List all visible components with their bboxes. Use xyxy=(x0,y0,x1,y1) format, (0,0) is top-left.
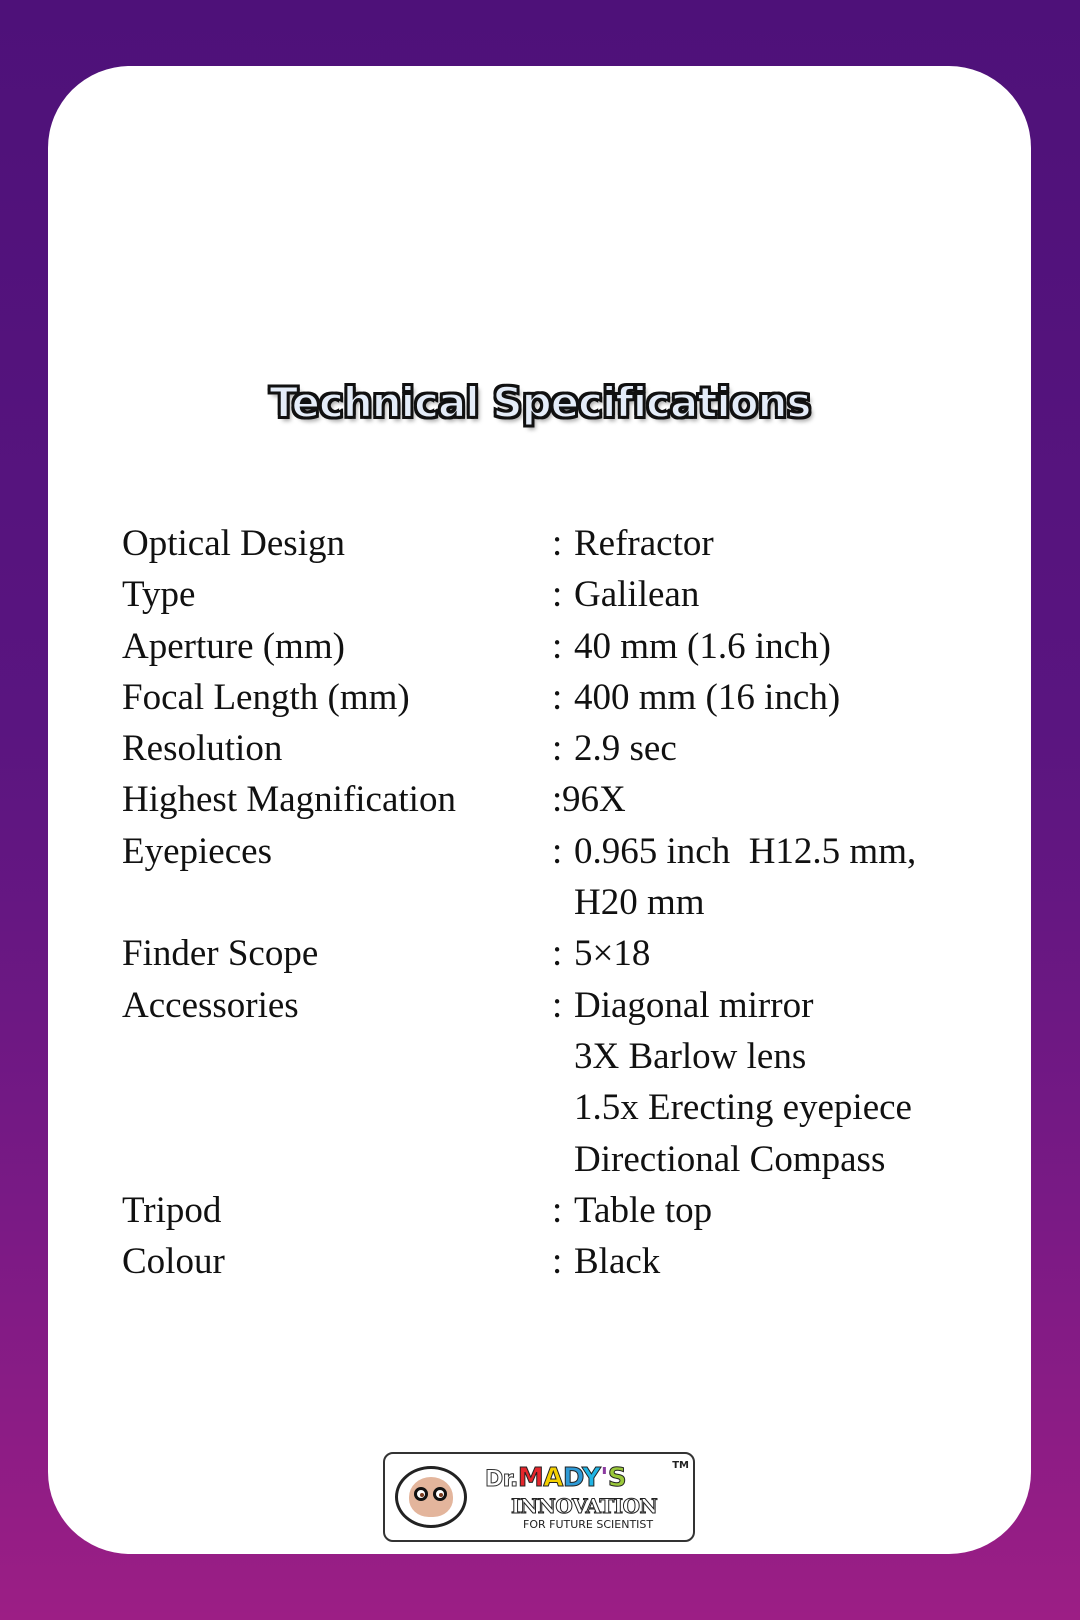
spec-value: Diagonal mirror xyxy=(574,984,814,1026)
spec-value: 5×18 xyxy=(574,933,651,975)
spec-row-optical-design xyxy=(122,518,1022,569)
scientist-face-icon xyxy=(395,1466,467,1528)
spec-value: 0.965 inch H12.5 mm, xyxy=(574,830,917,872)
spec-label: Resolution xyxy=(122,728,283,770)
spec-value: 96X xyxy=(562,779,626,821)
spec-row-tripod xyxy=(122,1185,1022,1236)
spec-colon: : xyxy=(552,625,563,667)
spec-value: H20 mm xyxy=(574,882,705,924)
spec-value: Table top xyxy=(574,1189,713,1231)
spec-row-resolution xyxy=(122,723,1022,774)
spec-colon: : xyxy=(552,574,563,616)
spec-row-type xyxy=(122,569,1022,620)
spec-row-colour xyxy=(122,1236,1022,1287)
spec-label: Optical Design xyxy=(122,523,345,564)
spec-row-focal-length xyxy=(122,672,1022,723)
spec-colon: : xyxy=(552,1189,563,1231)
brand-name: Dr.MADY'S xyxy=(485,1463,627,1493)
spec-value: 2.9 sec xyxy=(574,728,677,770)
spec-label: Aperture (mm) xyxy=(122,625,345,667)
spec-row-aperture xyxy=(122,621,1022,672)
spec-value: 3X Barlow lens xyxy=(574,1035,807,1077)
spec-row-accessories xyxy=(122,980,1022,1185)
spec-label: Type xyxy=(122,574,196,616)
spec-value: Galilean xyxy=(574,574,700,616)
spec-value: Black xyxy=(574,1241,661,1283)
spec-value: 1.5x Erecting eyepiece xyxy=(574,1087,912,1129)
brand-subtitle: INNOVATION xyxy=(511,1494,658,1518)
spec-row-finder-scope xyxy=(122,928,1022,979)
spec-row-eyepieces xyxy=(122,826,1022,929)
spec-colon: : xyxy=(552,984,563,1026)
spec-label: Finder Scope xyxy=(122,933,319,975)
spec-label: Focal Length (mm) xyxy=(122,676,410,718)
spec-colon: : xyxy=(552,933,563,975)
trademark-symbol: TM xyxy=(672,1460,689,1471)
spec-label: Accessories xyxy=(122,984,299,1026)
spec-colon: : xyxy=(552,676,563,718)
spec-label: Eyepieces xyxy=(122,830,272,872)
spec-value: 400 mm (16 inch) xyxy=(574,676,841,718)
spec-label: Tripod xyxy=(122,1189,222,1231)
spec-colon: : xyxy=(552,523,563,564)
brand-tagline: FOR FUTURE SCIENTIST xyxy=(523,1518,654,1531)
spec-colon: : xyxy=(552,830,563,872)
spec-colon: : xyxy=(552,779,563,821)
spec-table xyxy=(122,518,1022,1287)
page-title: Technical Specifications xyxy=(269,378,811,427)
spec-colon: : xyxy=(552,728,563,770)
spec-colon: : xyxy=(552,1241,563,1283)
spec-row-highest-magnification xyxy=(122,774,1022,825)
spec-label: Colour xyxy=(122,1241,225,1283)
spec-value: Directional Compass xyxy=(574,1138,886,1180)
spec-label: Highest Magnification xyxy=(122,779,456,821)
brand-logo xyxy=(383,1452,695,1542)
spec-value: 40 mm (1.6 inch) xyxy=(574,625,831,667)
spec-value: Refractor xyxy=(574,523,714,564)
